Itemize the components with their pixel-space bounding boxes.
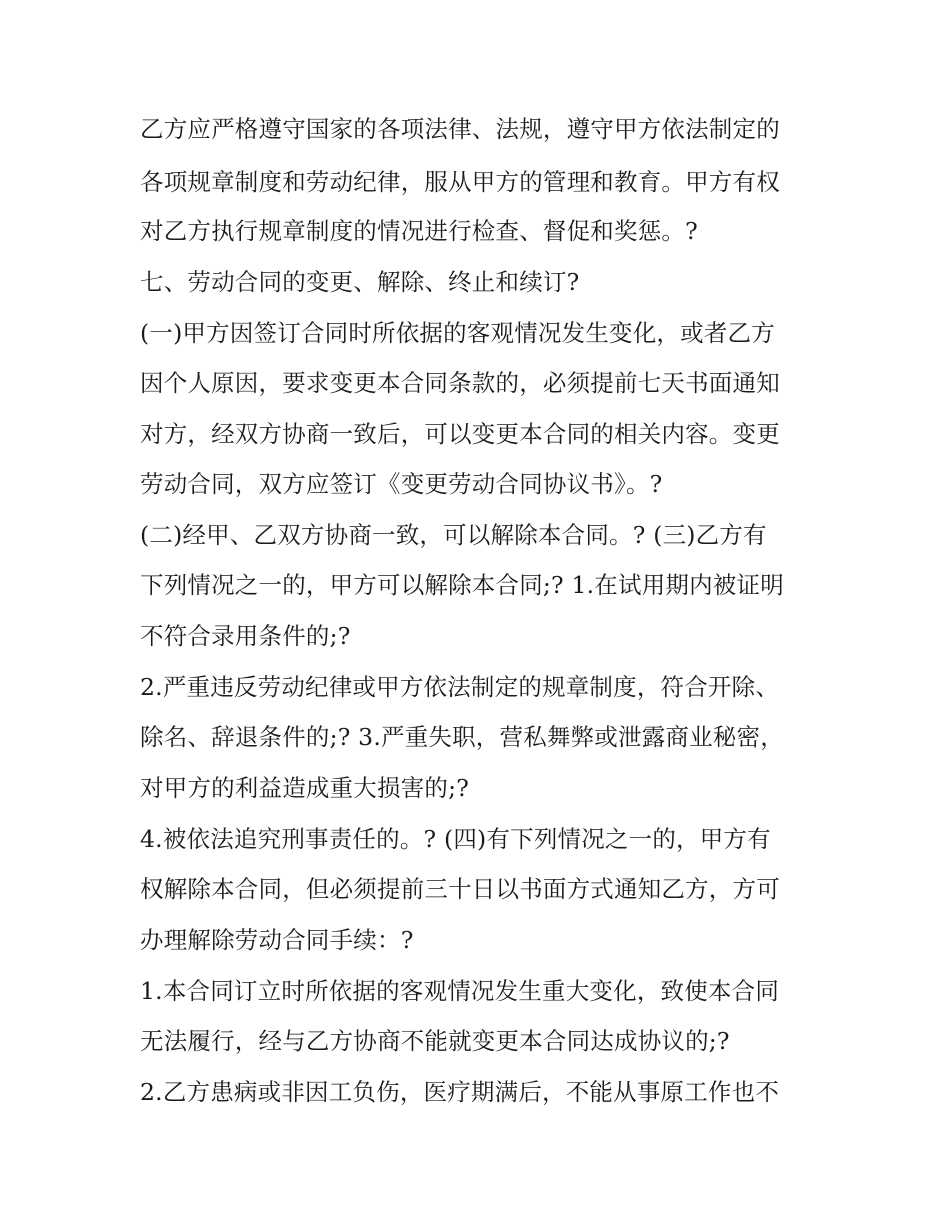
text-line: 除名、辞退条件的;? 3.严重失职，营私舞弊或泄露商业秘密， — [140, 723, 784, 751]
text-line: 对乙方执行规章制度的情况进行检查、督促和奖惩。? — [140, 217, 698, 245]
text-line: (二)经甲、乙双方协商一致，可以解除本合同。? (三)乙方有 — [140, 521, 767, 549]
section-heading: 七、劳动合同的变更、解除、终止和续订? — [140, 268, 580, 296]
text-line: 办理解除劳动合同手续：? — [140, 926, 414, 954]
text-line: 2.乙方患病或非因工负伤，医疗期满后，不能从事原工作也不 — [140, 1078, 780, 1106]
text-line: 对甲方的利益造成重大损害的;? — [140, 774, 470, 802]
text-line: 劳动合同，双方应签订《变更劳动合同协议书》。? — [140, 470, 663, 498]
text-line: 下列情况之一的，甲方可以解除本合同;? 1.在试用期内被证明 — [140, 571, 784, 599]
text-line: 权解除本合同，但必须提前三十日以书面方式通知乙方，方可 — [140, 875, 780, 903]
text-line: 各项规章制度和劳动纪律，服从甲方的管理和教育。甲方有权 — [140, 168, 780, 196]
text-line: 因个人原因，要求变更本合同条款的，必须提前七天书面通知 — [140, 369, 780, 397]
text-line: (一)甲方因签订合同时所依据的客观情况发生变化，或者乙方 — [140, 319, 775, 347]
text-line: 1.本合同订立时所依据的客观情况发生重大变化，致使本合同 — [140, 977, 780, 1005]
text-line: 4.被依法追究刑事责任的。? (四)有下列情况之一的，甲方有 — [140, 825, 771, 853]
text-line: 2.严重违反劳动纪律或甲方依法制定的规章制度，符合开除、 — [140, 673, 780, 701]
text-line: 无法履行，经与乙方协商不能就变更本合同达成协议的;? — [140, 1027, 730, 1055]
text-line: 不符合录用条件的;? — [140, 622, 351, 650]
text-line: 乙方应严格遵守国家的各项法律、法规，遵守甲方依法制定的 — [140, 115, 780, 143]
text-line: 对方，经双方协商一致后，可以变更本合同的相关内容。变更 — [140, 420, 780, 448]
